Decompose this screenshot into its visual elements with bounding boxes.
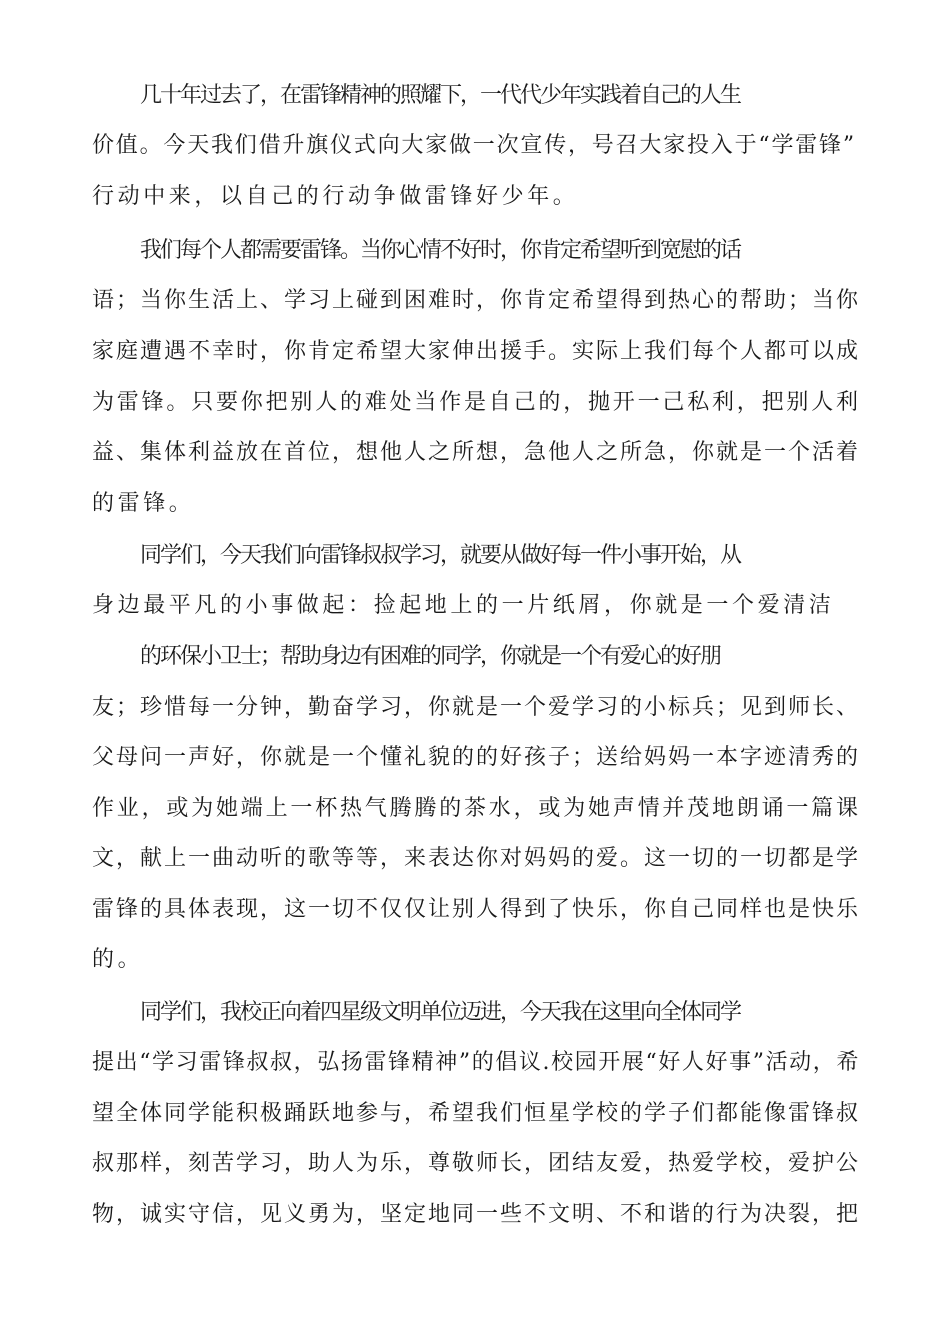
para3-line8: 雷锋的具体表现，这一切不仅仅让别人得到了快乐，你自己同样也是快乐 bbox=[92, 897, 861, 922]
para3-line5: 父母问一声好，你就是一个懂礼貌的的好孩子；送给妈妈一本字迹清秀的 bbox=[92, 745, 861, 770]
para2-line2: 语；当你生活上、学习上碰到困难时，你肯定希望得到热心的帮助；当你 bbox=[92, 288, 861, 313]
para3-line9: 的。 bbox=[92, 947, 144, 972]
para4-line5: 物，诚实守信，见义勇为，坚定地同一些不文明、不和谐的行为决裂，把 bbox=[92, 1202, 861, 1227]
para4-line3: 望全体同学能积极踊跃地参与，希望我们恒星学校的学子们都能像雷锋叔 bbox=[92, 1101, 861, 1126]
para4-line2: 提出“学习雷锋叔叔，弘扬雷锋精神”的倡议.校园开展“好人好事”活动，希 bbox=[92, 1050, 860, 1075]
para4-line4: 叔那样，刻苦学习，助人为乐，尊敬师长，团结友爱，热爱学校，爱护公 bbox=[92, 1151, 861, 1176]
para3-line6: 作业，或为她端上一杯热气腾腾的茶水，或为她声情并茂地朗诵一篇课 bbox=[92, 796, 861, 821]
para3-line3: 的环保小卫士；帮助身边有困难的同学，你就是一个有爱心的好朋 bbox=[140, 644, 721, 669]
para2-line3: 家庭遭遇不幸时，你肯定希望大家伸出援手。实际上我们每个人都可以成 bbox=[92, 339, 861, 364]
para3-line2: 身边最平凡的小事做起：捡起地上的一片纸屑，你就是一个爱清洁 bbox=[92, 593, 835, 618]
para2-line6: 的雷锋。 bbox=[92, 491, 195, 516]
para1-line2: 价值。今天我们借升旗仪式向大家做一次宣传，号召大家投入于“学雷锋” bbox=[92, 133, 856, 158]
para2-line5: 益、集体利益放在首位，想他人之所想，急他人之所急，你就是一个活着 bbox=[92, 440, 861, 465]
para2-line1: 我们每个人都需要雷锋。当你心情不好时，你肯定希望听到宽慰的话 bbox=[140, 238, 741, 263]
para3-line4: 友；珍惜每一分钟，勤奋学习，你就是一个爱学习的小标兵；见到师长、 bbox=[92, 695, 861, 720]
para3-line7: 文，献上一曲动听的歌等等，来表达你对妈妈的爱。这一切的一切都是学 bbox=[92, 846, 861, 871]
para1-line1: 几十年过去了，在雷锋精神的照耀下，一代代少年实践着自己的人生 bbox=[140, 83, 741, 108]
para3-line1: 同学们，今天我们向雷锋叔叔学习，就要从做好每一件小事开始，从 bbox=[140, 543, 741, 568]
para1-line3: 行动中来，以自己的行动争做雷锋好少年。 bbox=[92, 184, 579, 209]
para4-line1: 同学们，我校正向着四星级文明单位迈进，今天我在这里向全体同学 bbox=[140, 1000, 741, 1025]
para2-line4: 为雷锋。只要你把别人的难处当作是自己的，抛开一己私利，把别人利 bbox=[92, 390, 861, 415]
